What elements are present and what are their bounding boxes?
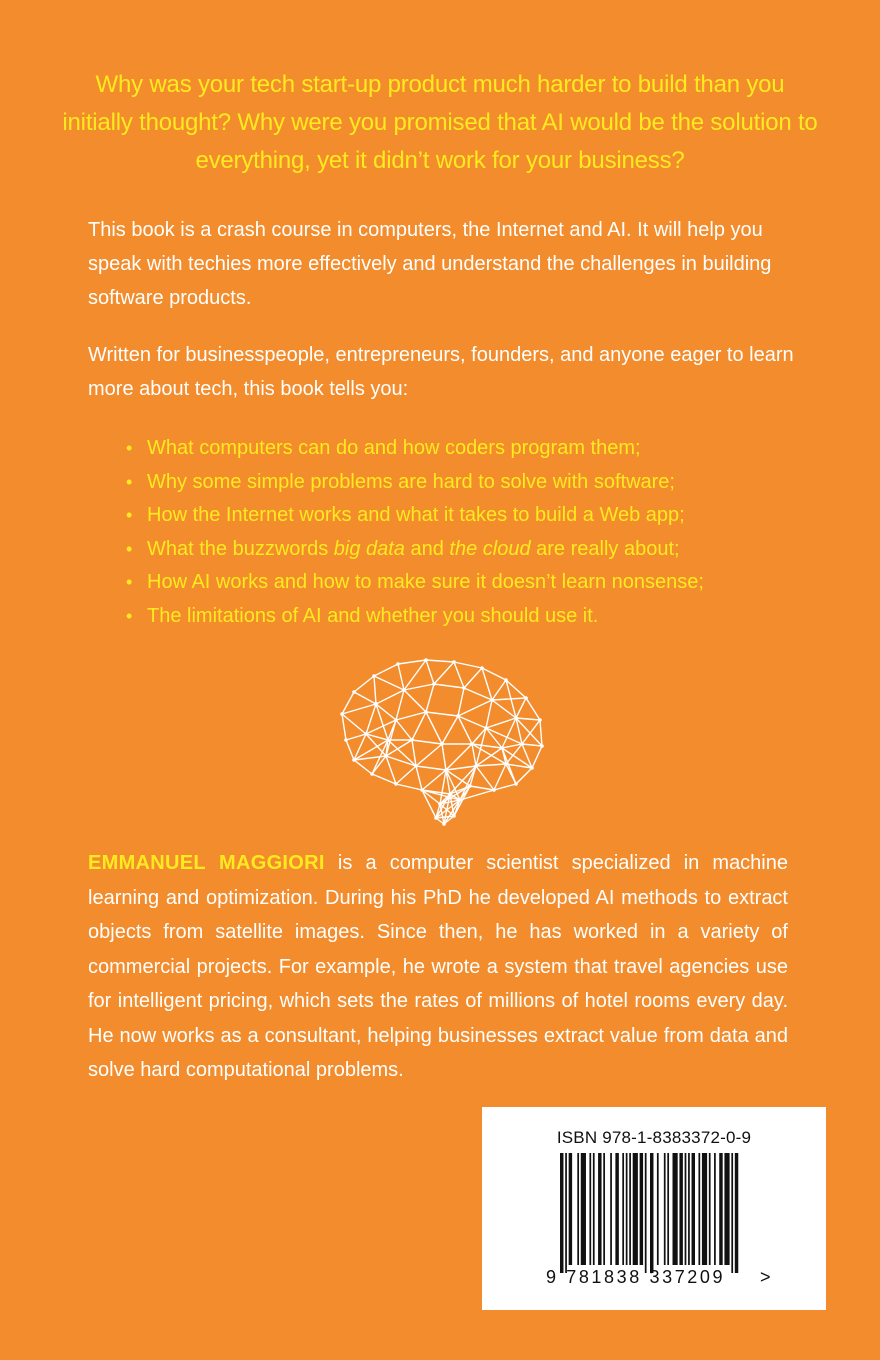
intro-paragraph-1: This book is a crash course in computers, the Internet and AI. It will help you speak with techies more effectively and understand the challenges in building software products. (88, 219, 772, 309)
list-item-text: Why some simple problems are hard to solve with software; (147, 470, 675, 493)
list-item (126, 533, 826, 567)
list-item-text: What computers can do and how coders program them; (147, 437, 641, 459)
intro-paragraph-2: Written for businesspeople, entrepreneurs, founders, and anyone eager to learn more about tech, this book tells you: (88, 344, 794, 400)
author-name: EMMANUEL MAGGIORI (88, 852, 325, 874)
list-item-text-post: are really about; (530, 537, 680, 560)
barcode-box (482, 1107, 826, 1310)
list-item (126, 566, 826, 600)
list-item-text: The limitations of AI and whether you should use it. (147, 604, 599, 627)
list-item-text: How the Internet works and what it takes to build a Web app; (147, 504, 685, 527)
feature-list (126, 432, 826, 634)
list-item-emphasis: the cloud (449, 537, 531, 560)
list-item-text: How AI works and how to make sure it doesn’t learn nonsense; (147, 571, 704, 594)
barcode-digits: 9 781838 337209 (546, 1267, 726, 1287)
tagline: Why was your tech start-up product much harder to build than you initially thought? Why were you promised that AI would be the solution to everything, yet it didn’t work for your business? (62, 71, 818, 174)
barcode-arrow: > (760, 1267, 771, 1287)
isbn-label: ISBN 978-1-8383372-0-9 (556, 1128, 752, 1147)
list-item (126, 466, 826, 500)
list-item (126, 600, 826, 634)
author-bio (88, 846, 788, 1088)
barcode-bars (560, 1153, 740, 1273)
list-item (126, 432, 826, 466)
list-item-emphasis: big data (333, 537, 405, 560)
list-item (126, 499, 826, 533)
brain-network-icon (326, 656, 554, 828)
list-item-text-mid: and (404, 537, 450, 560)
author-bio-text: is a computer scientist specialized in machine learning and optimization. During his PhD he developed AI methods to extract objects from satellite images. Since then, he has worked in a variety of commercial projects. For example, he wrote a system that travel agencies use for intelligent pricing, which sets the rates of millions of hotel rooms every day. He now works as a consultant, helping businesses extract value from data and solve hard computational problems. (88, 852, 788, 1081)
list-item-text-pre: What the buzzwords (147, 537, 334, 560)
